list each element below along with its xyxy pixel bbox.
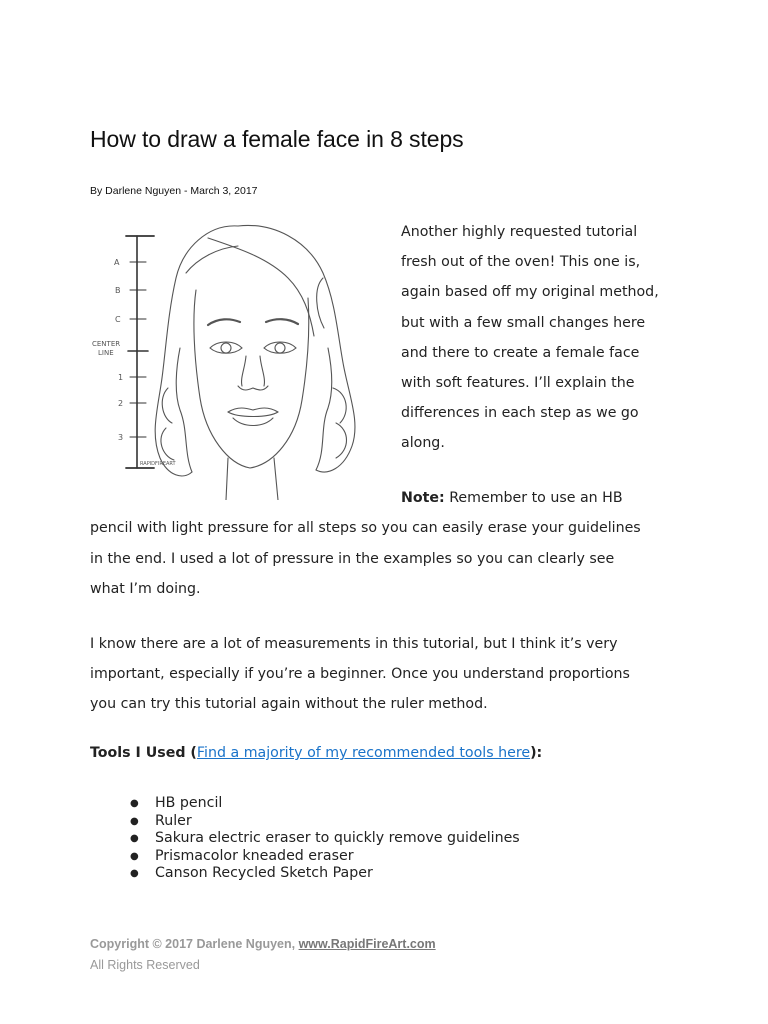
note-line: pencil with light pressure for all steps so you can easily erase your guidelines xyxy=(90,520,641,537)
tools-heading xyxy=(90,745,542,761)
ruler-label-b: B xyxy=(115,286,121,295)
intro-line: fresh out of the oven! This one is, xyxy=(401,254,641,271)
intro-line: Another highly requested tutorial xyxy=(401,224,638,240)
paragraph-line: important, especially if you’re a beginner. Once you understand proportions xyxy=(90,666,630,682)
list-item-label: Ruler xyxy=(155,812,192,829)
note-label: Note: xyxy=(401,490,445,506)
ruler-label-2: 2 xyxy=(118,399,124,408)
bullet-icon: ● xyxy=(130,798,139,809)
note-line: Remember to use an HB xyxy=(444,490,623,506)
list-item xyxy=(130,830,520,848)
ruler-label-line: LINE xyxy=(98,349,114,357)
list-item xyxy=(130,865,520,883)
intro-line: differences in each step as we go xyxy=(401,405,639,422)
intro-line: but with a few small changes here xyxy=(401,314,646,331)
paragraph-line: you can try this tutorial again without the ruler method. xyxy=(90,696,488,712)
note-line: in the end. I used a lot of pressure in the examples so you can clearly see xyxy=(90,550,615,567)
bullet-icon: ● xyxy=(130,833,139,844)
note-paragraph xyxy=(90,483,690,604)
bullet-icon: ● xyxy=(130,868,139,879)
list-item-label: Canson Recycled Sketch Paper xyxy=(155,865,373,881)
intro-paragraph xyxy=(401,217,701,459)
measurements-paragraph xyxy=(90,629,690,719)
intro-line: with soft features. I’ll explain the xyxy=(401,375,635,392)
bullet-icon: ● xyxy=(130,850,139,862)
copyright-line xyxy=(90,937,436,951)
list-item xyxy=(130,848,520,866)
tools-heading-suffix: ): xyxy=(530,745,543,761)
copyright-text: Copyright © 2017 Darlene Nguyen, xyxy=(90,937,299,951)
ruler-label-3: 3 xyxy=(118,433,124,442)
paragraph-line: I know there are a lot of measurements in this tutorial, but I think it’s very xyxy=(90,636,618,652)
tools-list xyxy=(130,795,520,883)
website-link[interactable]: www.RapidFireArt.com xyxy=(298,937,436,951)
ruler-label-c: C xyxy=(115,315,121,324)
ruler-label-a: A xyxy=(114,258,120,267)
byline: By Darlene Nguyen - March 3, 2017 xyxy=(90,185,258,197)
note-line: what I’m doing. xyxy=(90,580,201,597)
list-item xyxy=(130,813,520,831)
artist-signature: RAPIDFIREART xyxy=(140,461,176,467)
intro-line: again based off my original method, xyxy=(401,284,659,301)
tools-heading-prefix: Tools I Used ( xyxy=(90,745,197,761)
bullet-icon: ● xyxy=(130,815,139,827)
recommended-tools-link[interactable]: Find a majority of my recommended tools here xyxy=(196,745,531,761)
rights-reserved: All Rights Reserved xyxy=(90,958,200,972)
list-item xyxy=(130,795,520,813)
list-item-label: Prismacolor kneaded eraser xyxy=(155,847,354,864)
female-face-sketch-image xyxy=(88,218,388,500)
ruler-label-center: CENTER xyxy=(92,340,121,348)
intro-line: and there to create a female face xyxy=(401,344,640,361)
list-item-label: HB pencil xyxy=(155,795,223,811)
list-item-label: Sakura electric eraser to quickly remove guidelines xyxy=(155,830,520,846)
intro-line: along. xyxy=(401,435,445,452)
ruler-label-1: 1 xyxy=(118,373,124,382)
article-title: How to draw a female face in 8 steps xyxy=(90,126,464,152)
